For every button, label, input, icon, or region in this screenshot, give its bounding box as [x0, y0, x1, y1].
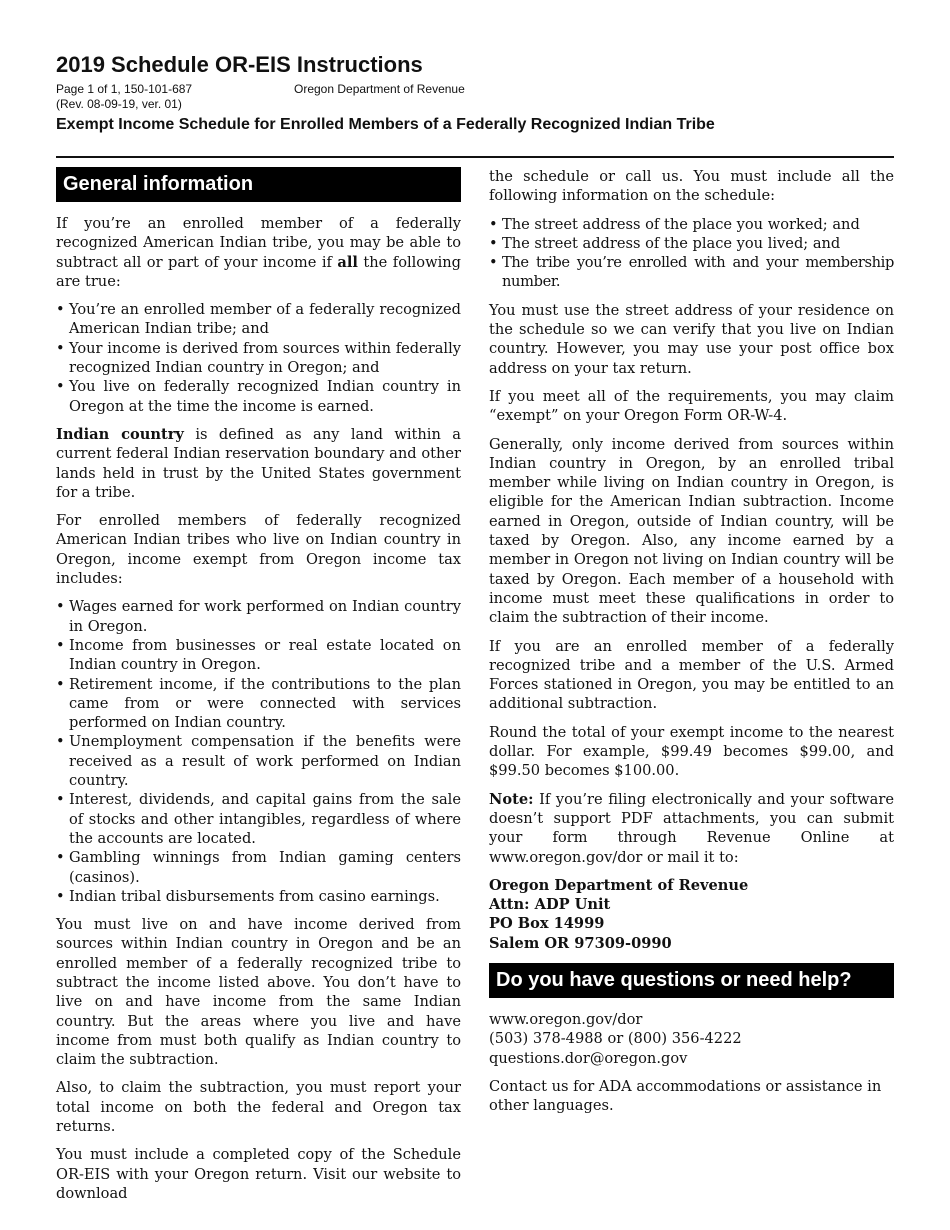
page-title: 2019 Schedule OR-EIS Instructions [56, 52, 423, 77]
report-paragraph: Also, to claim the subtraction, you must report your total income on both the federal and Oregon tax returns. [56, 1079, 461, 1136]
defined-term: Indian country [56, 425, 184, 443]
list-item: • Indian tribal disbursements from casino earnings. [56, 887, 461, 906]
note-paragraph [489, 790, 894, 867]
phone-numbers: (503) 378-4988 or (800) 356-4222 [489, 1030, 742, 1048]
intro-text-end: the following are true: [56, 253, 461, 290]
list-item: • Gambling winnings from Indian gaming centers (casinos). [56, 848, 461, 887]
revision: (Rev. 08-09-19, ver. 01) [56, 97, 182, 111]
live-requirement-paragraph: You must live on and have income derived from sources within Indian country in Oregon and be an enrolled member of a federally recognized tribe to subtract the income listed above. You don’t have to live on and have income from the same Indian country. But the areas where you live and have income from must both qualify as Indian country to claim the subtraction. [56, 916, 461, 1069]
contact-info [489, 1010, 894, 1068]
intro-paragraph [56, 214, 461, 291]
department-name: Oregon Department of Revenue [294, 82, 465, 96]
exempt-income-list [56, 597, 461, 906]
note-text: If you’re filing electronically and your software doesn’t support PDF attachments, you can submit your form through Revenue Online at www.oregon.gov/dor or mail it to: [489, 790, 894, 866]
list-item: • Your income is derived from sources within federally recognized Indian country in Oregon; and [56, 339, 461, 378]
form-meta [56, 82, 896, 112]
list-item: • Unemployment compensation if the benefits were received as a result of work performed on Indian country. [56, 732, 461, 790]
ada-paragraph: Contact us for ADA accommodations or assistance in other languages. [489, 1077, 882, 1115]
intro-text: If you’re an enrolled member of a federally recognized American Indian tribe, you may be able to subtract all or part of your income if [56, 215, 461, 271]
list-item: • The street address of the place you lived; and [489, 234, 894, 253]
definition-text: is defined as any land within a current federal Indian reservation boundary and other lands held in trust by the United States government for a tribe. [56, 425, 461, 501]
mailing-address [489, 876, 894, 953]
website-link[interactable]: www.oregon.gov/dor [489, 1010, 643, 1028]
section-heading-general: General information [56, 167, 461, 202]
email-link[interactable]: questions.dor@oregon.gov [489, 1049, 688, 1067]
street-address-paragraph: You must use the street address of your residence on the schedule so we can verify that you live on Indian country. However, you may use your post office box address on your tax return. [489, 301, 894, 377]
right-column [489, 167, 894, 1124]
intro-emphasis: all [337, 253, 358, 271]
required-info-list [489, 215, 894, 292]
rounding-paragraph: Round the total of your exempt income to the nearest dollar. For example, $99.49 becomes $99.00, and $99.50 becomes $100.00. [489, 723, 894, 780]
conditions-list [56, 300, 461, 416]
left-column [56, 167, 461, 1212]
continued-paragraph: the schedule or call us. You must include all the following information on the schedule: [489, 168, 894, 205]
page-subtitle: Exempt Income Schedule for Enrolled Members of a Federally Recognized Indian Tribe [56, 116, 715, 133]
list-item: • You’re an enrolled member of a federally recognized American Indian tribe; and [56, 300, 461, 339]
address-line: PO Box 14999 [489, 915, 605, 933]
list-item: • Wages earned for work performed on Indian country in Oregon. [56, 597, 461, 636]
list-item: • Retirement income, if the contributions to the plan came from or were connected with services performed on Indian country. [56, 675, 461, 733]
page-info: Page 1 of 1, 150-101-687 [56, 82, 193, 96]
list-item: • The tribe you’re enrolled with and your membership number. [489, 253, 894, 292]
exempt-claim-paragraph: If you meet all of the requirements, you may claim “exempt” on your Oregon Form OR-W-4. [489, 387, 894, 425]
list-item: • Income from businesses or real estate located on Indian country in Oregon. [56, 636, 461, 675]
note-label: Note: [489, 790, 534, 808]
address-line: Salem OR 97309-0990 [489, 934, 672, 952]
header-divider [56, 156, 894, 158]
list-item: • Interest, dividends, and capital gains from the sale of stocks and other intangibles, regardless of where the accounts are located. [56, 790, 461, 848]
address-line: Oregon Department of Revenue [489, 876, 749, 894]
list-item: • The street address of the place you worked; and [489, 215, 894, 234]
include-paragraph: You must include a completed copy of the Schedule OR-EIS with your Oregon return. Visit our website to download [56, 1146, 461, 1202]
exempt-intro-paragraph: For enrolled members of federally recognized American Indian tribes who live on Indian country in Oregon, income exempt from Oregon income tax includes: [56, 512, 461, 588]
list-item: • You live on federally recognized Indian country in Oregon at the time the income is earned. [56, 377, 461, 416]
definition-paragraph [56, 425, 461, 502]
general-eligibility-paragraph: Generally, only income derived from sources within Indian country in Oregon, by an enrolled tribal member while living on Indian country in Oregon, is eligible for the American Indian subtraction. Income earned in Oregon, outside of Indian country, will be taxed by Oregon. Also, any income earned by a member in Oregon not living on Indian country will be taxed by Oregon. Each member of a household with income must meet these qualifications in order to claim the subtraction of their income. [489, 435, 894, 627]
section-heading-help: Do you have questions or need help? [489, 963, 894, 998]
page-header [56, 52, 896, 135]
address-line: Attn: ADP Unit [489, 896, 611, 914]
armed-forces-paragraph: If you are an enrolled member of a federally recognized tribe and a member of the U.S. Armed Forces stationed in Oregon, you may be entitled to an additional subtraction. [489, 637, 894, 713]
